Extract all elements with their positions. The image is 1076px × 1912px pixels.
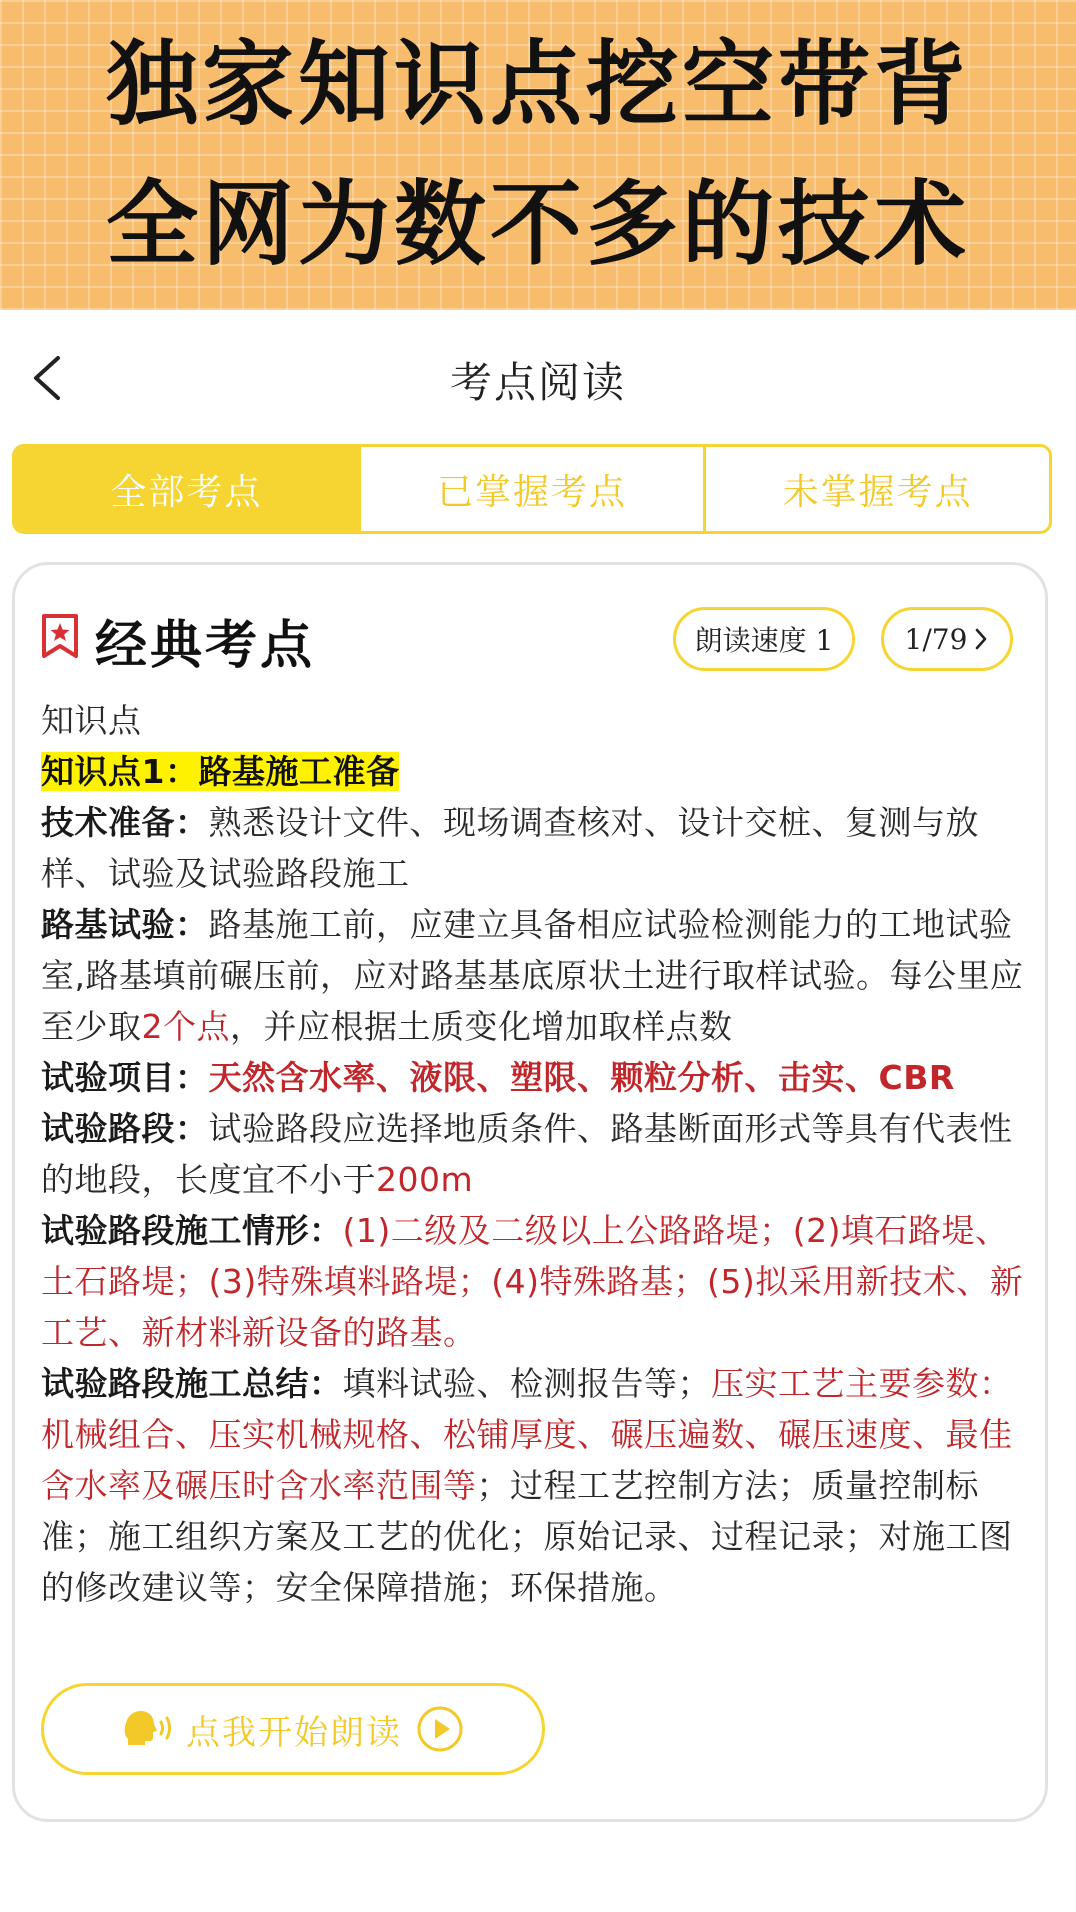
tab-unmastered[interactable]: 未掌握考点	[703, 447, 1049, 531]
page-indicator-button[interactable]	[881, 607, 1013, 671]
text-subgrade-test-red: 2个点	[141, 1007, 230, 1046]
text-test-summary-red: 压实工艺主要参数：机械组合、压实机械规格、松铺厚度、碾压遍数、碾压速度、最佳含水率及碾压时含水率范围等	[41, 1364, 1013, 1505]
knowledge-heading: 知识点1：路基施工准备	[41, 752, 400, 791]
card-title: 经典考点	[95, 616, 316, 676]
text-subgrade-test-b: ，并应根据土质变化增加取样点数	[230, 1007, 733, 1046]
label-tech-prep: 技术准备：	[41, 803, 209, 842]
text-test-summary-a: 填料试验、检测报告等；	[342, 1364, 711, 1403]
text-test-items: 天然含水率、液限、塑限、颗粒分析、击实、CBR	[208, 1058, 955, 1097]
paragraph-test-cases	[41, 1205, 1031, 1358]
page-indicator: 1/79	[904, 622, 968, 656]
label-test-summary: 试验路段施工总结：	[41, 1364, 343, 1403]
knowledge-card	[12, 562, 1048, 1822]
tab-mastered[interactable]: 已掌握考点	[358, 447, 704, 531]
star-bookmark-icon	[41, 613, 79, 659]
play-circle-icon	[416, 1705, 464, 1753]
banner-line-1: 独家知识点挖空带背	[105, 31, 970, 138]
paragraph-test-summary	[41, 1358, 1031, 1613]
tab-all[interactable]: 全部考点	[15, 447, 358, 531]
knowledge-content	[41, 695, 1031, 1613]
card-header	[41, 595, 1021, 675]
label-test-cases: 试验路段施工情形：	[41, 1211, 343, 1250]
paragraph-test-items	[41, 1052, 1031, 1103]
text-tech-prep: 熟悉设计文件、现场调查核对、设计交桩、复测与放样、试验及试验路段施工	[41, 803, 979, 893]
text-subgrade-test-a: 路基施工前，应建立具备相应试验检测能力的工地试验室,路基填前碾压前，应对路基基底原状土进行取样试验。每公里应至少取	[41, 905, 1024, 1046]
reading-speed-label: 朗读速度 1	[694, 624, 834, 657]
label-subgrade-test: 路基试验：	[41, 905, 209, 944]
label-test-items: 试验项目：	[41, 1058, 209, 1097]
promo-banner	[0, 0, 1076, 310]
text-test-section-red: 200m	[376, 1160, 474, 1199]
text-test-cases: (1)二级及二级以上公路路堤；(2)填石路堤、土石路堤；(3)特殊填料路堤；(4)特殊路基；(5)拟采用新技术、新工艺、新材料新设备的路基。	[41, 1211, 1024, 1352]
label-test-section: 试验路段：	[41, 1109, 209, 1148]
paragraph-tech-prep	[41, 797, 1031, 899]
paragraph-subgrade-test	[41, 899, 1031, 1052]
reading-speed-button[interactable]	[673, 607, 855, 671]
top-bar	[0, 310, 1076, 440]
knowledge-heading-row	[41, 746, 1031, 797]
filter-tabs	[12, 444, 1052, 534]
start-reading-button[interactable]	[41, 1683, 545, 1775]
section-label: 知识点	[41, 701, 142, 740]
text-test-summary-b: ；过程工艺控制方法；质量控制标准；施工组织方案及工艺的优化；原始记录、过程记录；对施工图的修改建议等；安全保障措施；环保措施。	[41, 1466, 1013, 1607]
page-title: 考点阅读	[449, 358, 626, 407]
start-reading-label: 点我开始朗读	[186, 1712, 402, 1753]
text-test-section: 试验路段应选择地质条件、路基断面形式等具有代表性的地段，长度宜不小于	[41, 1109, 1013, 1199]
speaking-head-icon	[122, 1709, 176, 1749]
chevron-right-icon	[973, 626, 989, 652]
paragraph-test-section	[41, 1103, 1031, 1205]
banner-line-2: 全网为数不多的技术	[105, 171, 970, 278]
